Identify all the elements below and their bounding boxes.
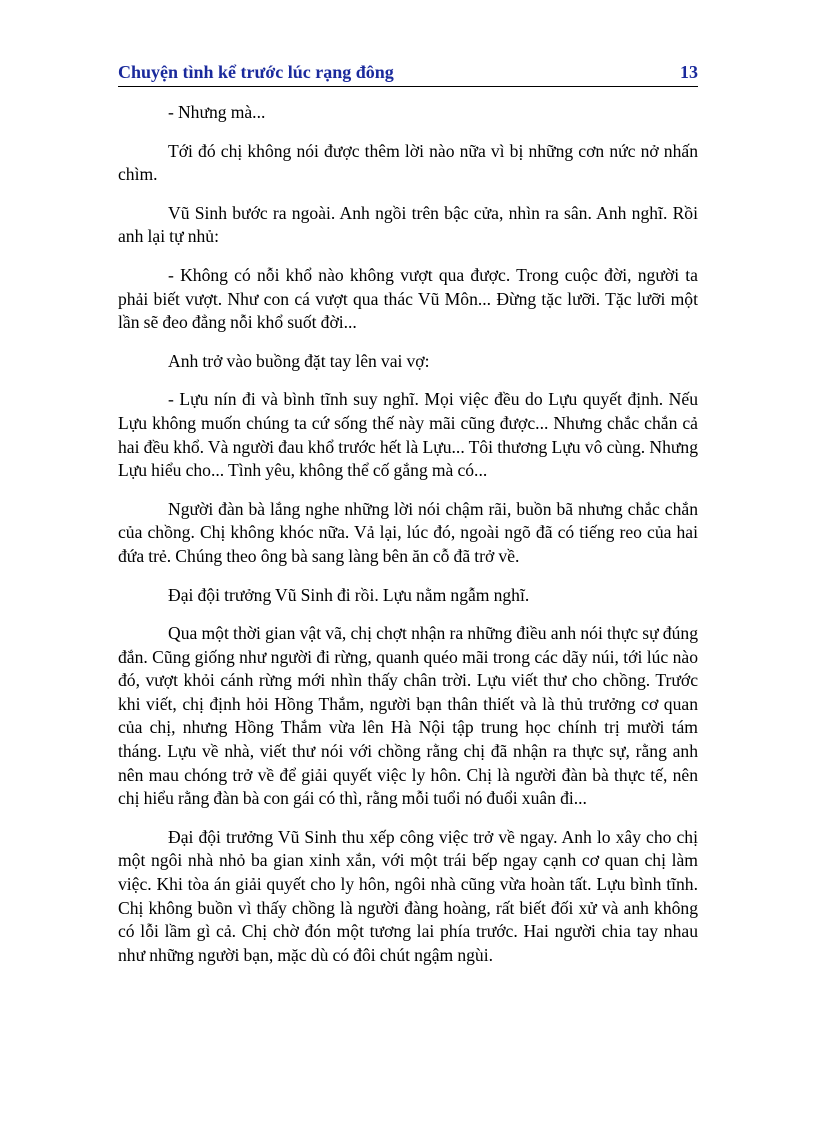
paragraph: - Không có nỗi khổ nào không vượt qua được. Trong cuộc đời, người ta phải biết vượt. Như con cá vượt qua thác Vũ Môn... Đừng tặc lưỡi. Tặc lưỡi một lần sẽ đeo đẳng nỗi khổ suốt đời...: [118, 264, 698, 333]
book-title: Chuyện tình kể trước lúc rạng đông: [118, 62, 394, 82]
body-text: [118, 101, 698, 981]
paragraph: Anh trở vào buồng đặt tay lên vai vợ:: [168, 350, 430, 371]
paragraph: Qua một thời gian vật vã, chị chợt nhận ra những điều anh nói thực sự đúng đắn. Cũng giống như người đi rừng, quanh quéo mãi trong các dãy núi, tới lúc nào đó, vượt khỏi cánh rừng mới nhìn thấy chân trời. Lựu viết thư cho chồng. Trước khi viết, chị định hỏi Hồng Thắm, người bạn thân thiết và là thủ trưởng cơ quan của chị, nhưng Hồng Thắm vừa lên Hà Nội tập trung học chính trị mười tám tháng. Lựu về nhà, viết thư nói với chồng rằng chị đã nhận ra thực sự, rằng anh nên mau chóng trở về để giải quyết việc ly hôn. Chị là người đàn bà thực tế, nên chị hiểu rằng đàn bà con gái có thì, rằng mỗi tuổi nó đuổi xuân đi...: [118, 623, 698, 809]
page-number: 13: [680, 62, 698, 82]
paragraph: Tới đó chị không nói được thêm lời nào nữa vì bị những cơn nức nở nhấn chìm.: [118, 140, 698, 185]
paragraph: Người đàn bà lắng nghe những lời nói chậm rãi, buồn bã nhưng chắc chắn của chồng. Chị không khóc nữa. Vả lại, lúc đó, ngoài ngõ đã có tiếng reo của hai đứa trẻ. Chúng theo ông bà sang làng bên ăn cỗ đã trở về.: [118, 498, 698, 566]
paragraph: - Lựu nín đi và bình tĩnh suy nghĩ. Mọi việc đều do Lựu quyết định. Nếu Lựu không muốn chúng ta cứ sống thế này mãi cũng được... Nhưng chắc chắn cả hai đều khổ. Và người đau khổ trước hết là Lựu... Tôi thương Lựu vô cùng. Nhưng Lựu hiểu cho... Tình yêu, không thể cố gắng mà có...: [118, 389, 698, 481]
paragraph: Đại đội trưởng Vũ Sinh thu xếp công việc trở về ngay. Anh lo xây cho chị một ngôi nhà nhỏ ba gian xinh xắn, với một trái bếp ngay cạnh cơ quan chị làm việc. Khi tòa án giải quyết cho ly hôn, ngôi nhà cũng vừa hoàn tất. Lựu bình tĩnh. Chị không buồn vì thấy chồng là người đàng hoàng, rất biết đối xử và anh không có lỗi lầm gì cả. Chị chờ đón một tương lai phía trước. Hai người chia tay nhau như những người bạn, mặc dù có đôi chút ngậm ngùi.: [118, 826, 698, 965]
paragraph: - Nhưng mà...: [168, 102, 266, 122]
running-header: [118, 60, 698, 87]
paragraph: Đại đội trưởng Vũ Sinh đi rồi. Lựu nằm ngẫm nghĩ.: [168, 584, 530, 605]
paragraph: Vũ Sinh bước ra ngoài. Anh ngồi trên bậc cửa, nhìn ra sân. Anh nghĩ. Rồi anh lại tự nhủ:: [118, 202, 698, 247]
